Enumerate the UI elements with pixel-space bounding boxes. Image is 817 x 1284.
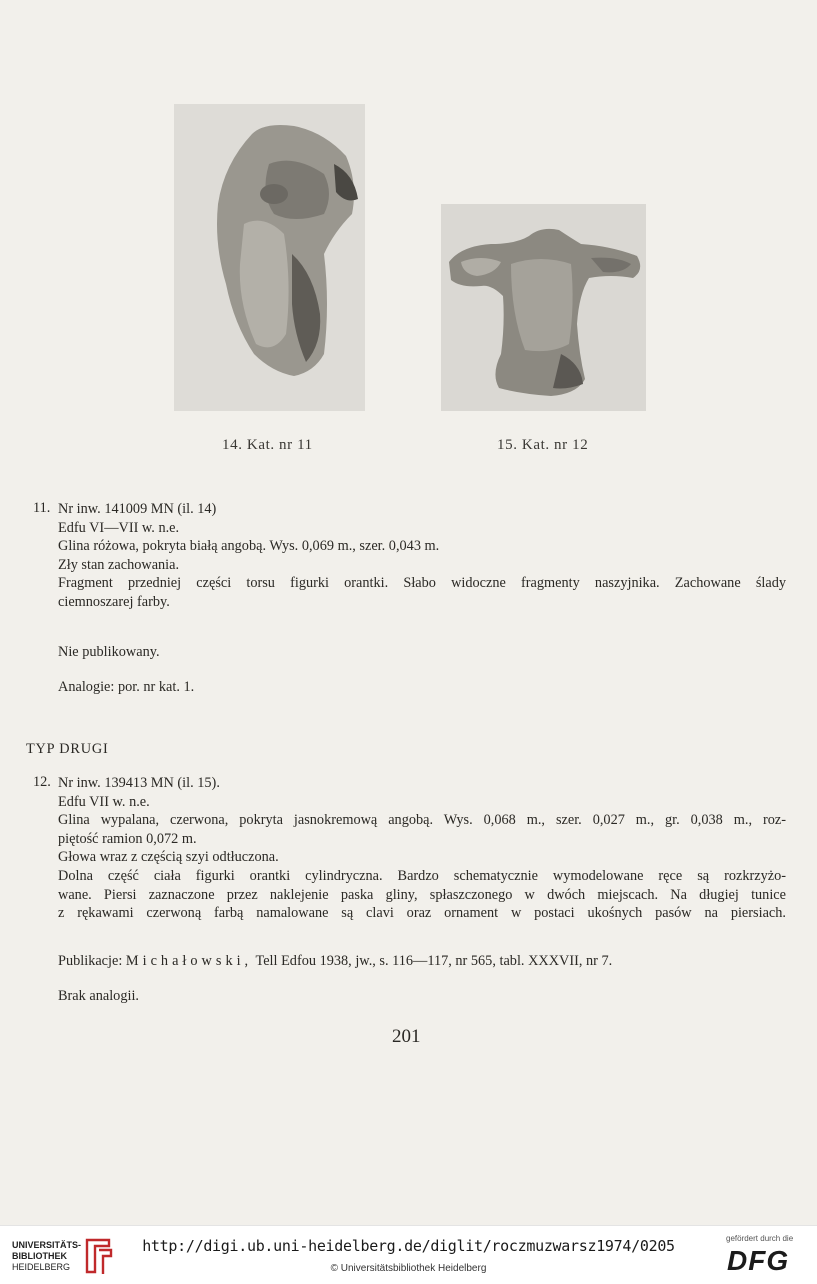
entry-12-line: Edfu VII w. n.e. — [58, 793, 150, 810]
funded-by-label: gefördert durch die — [726, 1234, 794, 1243]
dfg-logo: DFG — [727, 1245, 790, 1276]
entry-11-line: Fragment przedniej części torsu figurki orantki. Słabo widoczne fragmenty naszyjnika. Zachowane ślady — [58, 575, 786, 592]
entry-11-line: Edfu VI—VII w. n.e. — [58, 519, 180, 536]
library-name-line: UNIVERSITÄTS- — [12, 1240, 82, 1250]
figurine-fragment-image — [174, 104, 365, 411]
library-name-line: BIBLIOTHEK — [12, 1251, 67, 1261]
figure-14-caption: 14. Kat. nr 11 — [222, 437, 313, 453]
orant-figurine-image — [441, 204, 646, 411]
entry-12-no-analogy: Brak analogii. — [58, 988, 139, 1004]
figure-15-caption: 15. Kat. nr 12 — [497, 437, 589, 453]
entry-11-body — [58, 500, 786, 612]
entry-12-line: piętość ramion 0,072 m. — [58, 830, 197, 847]
figurine-fragment-photo — [174, 104, 365, 411]
entry-11-line: Nr inw. 141009 MN (il. 14) — [58, 501, 217, 517]
entry-11-number: 11. — [33, 500, 51, 516]
entry-12-number: 12. — [33, 774, 51, 790]
publication-reference: Tell Edfou 1938, jw., s. 116—117, nr 565, tabl. XXXVII, nr 7. — [255, 953, 613, 969]
section-heading: TYP DRUGI — [26, 741, 109, 757]
entry-12-line: Nr inw. 139413 MN (il. 15). — [58, 775, 220, 791]
entry-11-line: Zły stan zachowania. — [58, 556, 180, 573]
entry-12-line: Glina wypalana, czerwona, pokryta jasnokremową angobą. Wys. 0,068 m., szer. 0,027 m., gr. 0,038 m., roz- — [58, 812, 786, 829]
entry-12-line: Dolna część ciała figurki orantki cylindryczna. Bardzo schematycznie wymodelowane ręce są rozkrzyżo- — [58, 867, 786, 884]
page-number: 201 — [392, 1026, 421, 1047]
entry-11-not-published: Nie publikowany. — [58, 644, 160, 660]
orant-figurine-photo — [441, 204, 646, 411]
entry-12-line: z rękawami czerwoną farbą namalowane są clavi oraz ornament w postaci ukośnych pasów na piersiach. — [58, 905, 786, 922]
entry-11-line: Glina różowa, pokryta białą angobą. Wys. 0,069 m., szer. 0,043 m. — [58, 538, 440, 555]
entry-12-publication — [58, 952, 612, 971]
copyright-notice: © Universitätsbibliothek Heidelberg — [330, 1263, 487, 1274]
entry-12-line: Głowa wraz z częścią szyi odtłuczona. — [58, 849, 279, 866]
publication-label: Publikacje: — [58, 953, 123, 969]
document-url-link[interactable]: http://digi.ub.uni-heidelberg.de/diglit/roczmuzwarsz1974/0205 — [142, 1237, 675, 1255]
footer-bar — [0, 1225, 817, 1284]
entry-12-body — [58, 774, 786, 923]
entry-11-analogy: Analogie: por. nr kat. 1. — [58, 679, 195, 695]
entry-12-line: wane. Piersi zaznaczone przez naklejenie paska gliny, spłaszczonego w dwóch miejscach. Na długiej tunice — [58, 886, 786, 903]
publication-author: Michałowski, — [125, 953, 253, 969]
library-name-line: HEIDELBERG — [12, 1262, 71, 1272]
entry-11-line: ciemnoszarej farby. — [58, 593, 170, 610]
